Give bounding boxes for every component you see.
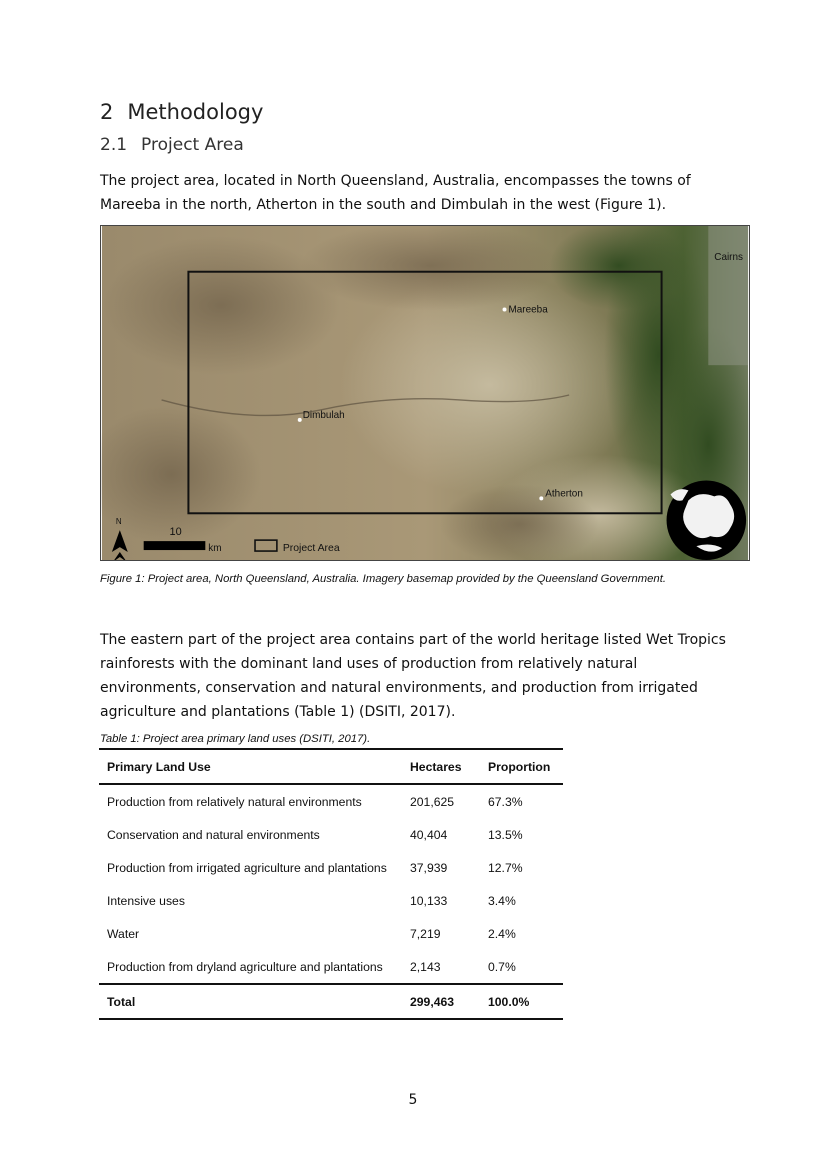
- figure-caption: Figure 1: Project area, North Queensland, Australia. Imagery basemap provided by the Queensland Government.: [100, 573, 666, 585]
- dimbulah-marker: [298, 418, 302, 422]
- map-label-mareeba: Mareeba: [508, 304, 548, 316]
- cell-proportion: 3.4%: [488, 893, 516, 908]
- cell-land-use: Production from dryland agriculture and plantations: [107, 959, 383, 974]
- table-row: [99, 917, 563, 950]
- map-label-dimbulah: Dimbulah: [302, 409, 345, 421]
- header-proportion: Proportion: [480, 749, 563, 784]
- cell-proportion: 0.7%: [488, 959, 516, 974]
- map-rainforest: [549, 225, 688, 310]
- land-use-table: [99, 748, 563, 1020]
- table-row: [99, 950, 563, 984]
- section-heading: [100, 100, 263, 124]
- total-hectares: 299,463: [402, 984, 480, 1019]
- cell-land-use: Production from irrigated agriculture and plantations: [107, 860, 387, 875]
- scale-unit: km: [208, 543, 222, 555]
- cell-proportion: 12.7%: [488, 860, 523, 875]
- subsection-number: 2.1: [100, 135, 128, 155]
- north-label: N: [115, 517, 122, 527]
- cell-hectares: 201,625: [410, 794, 455, 809]
- subsection-heading: [100, 135, 244, 155]
- cell-land-use: Production from relatively natural environments: [107, 794, 362, 809]
- legend-label: Project Area: [282, 543, 340, 555]
- table-row: [99, 851, 563, 884]
- table-row: [99, 784, 563, 818]
- map-coastal-plain: [708, 226, 748, 365]
- table-header-row: [99, 749, 563, 784]
- total-proportion: 100.0%: [480, 984, 563, 1019]
- intro-paragraph: The project area, located in North Queensland, Australia, encompasses the towns of Mareeba in the north, Atherton in the south and Dimbulah in the west (Figure 1).: [100, 173, 691, 213]
- map-label-cairns: Cairns: [714, 251, 743, 263]
- page-number: 5: [408, 1092, 418, 1108]
- cell-land-use: Intensive uses: [107, 893, 185, 908]
- table-total-row: [99, 984, 563, 1019]
- scale-value: 10: [169, 526, 182, 539]
- subsection-title: Project Area: [141, 135, 244, 155]
- cell-hectares: 40,404: [410, 827, 448, 842]
- cell-hectares: 2,143: [410, 959, 441, 974]
- cell-land-use: Conservation and natural environments: [107, 827, 320, 842]
- section-title: Methodology: [127, 100, 264, 124]
- section-number: 2: [100, 100, 114, 124]
- cell-hectares: 7,219: [410, 926, 441, 941]
- scale-bar: [144, 541, 206, 550]
- project-area-map: [100, 225, 750, 561]
- map-label-atherton: Atherton: [545, 488, 583, 500]
- table-caption: Table 1: Project area primary land uses (DSITI, 2017).: [100, 733, 371, 745]
- map-ridge-shade: [301, 225, 559, 310]
- globe-land: [683, 494, 734, 538]
- cell-proportion: 2.4%: [488, 926, 516, 941]
- inset-globe: [667, 480, 747, 560]
- total-label: Total: [99, 984, 402, 1019]
- cell-proportion: 13.5%: [488, 827, 523, 842]
- cell-hectares: 10,133: [410, 893, 448, 908]
- table-row: [99, 818, 563, 851]
- header-primary-land-use: Primary Land Use: [99, 749, 402, 784]
- atherton-marker: [539, 496, 543, 500]
- table-row: [99, 884, 563, 917]
- header-hectares: Hectares: [402, 749, 480, 784]
- body-paragraph: The eastern part of the project area contains part of the world heritage listed Wet Tropics rainforests with the dominant land uses of production from relatively natural environments, conservation and natural environments, and production from irrigated agriculture and plantations (Table 1) (DSITI, 2017).: [100, 632, 726, 720]
- cell-hectares: 37,939: [410, 860, 448, 875]
- mareeba-marker: [503, 308, 507, 312]
- cell-land-use: Water: [107, 926, 140, 941]
- cell-proportion: 67.3%: [488, 794, 523, 809]
